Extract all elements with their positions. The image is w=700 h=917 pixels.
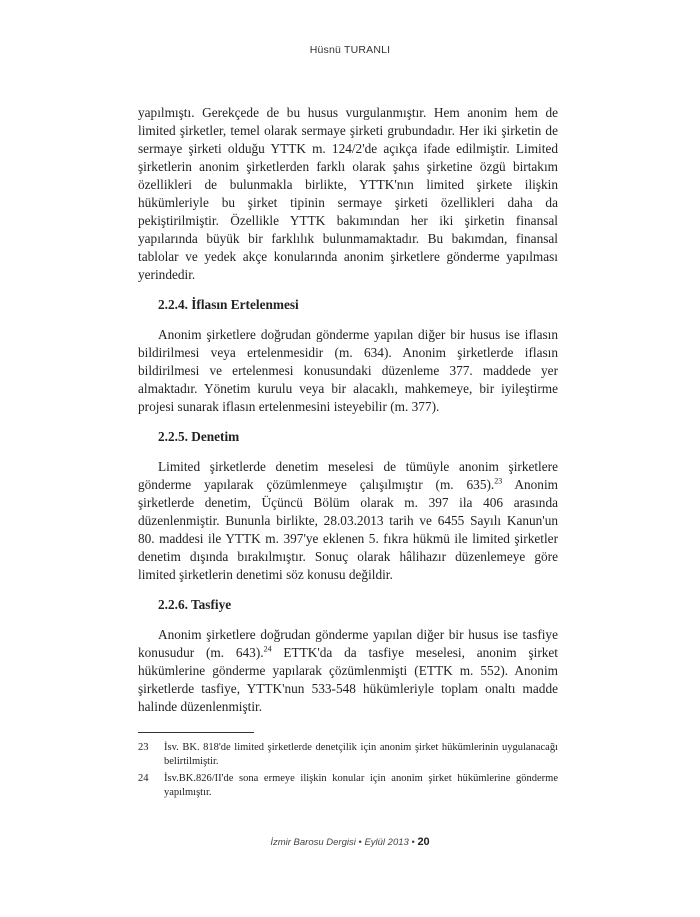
paragraph-denetim: [138, 458, 558, 584]
footnote-ref-23[interactable]: 23: [494, 476, 503, 486]
footnote-number: 23: [138, 742, 149, 753]
footnote-divider: [138, 732, 254, 733]
footnote-23: [138, 741, 558, 769]
section-heading-2-2-5: 2.2.5. Denetim: [158, 429, 240, 444]
paragraph-tasfiye-part1: Anonim şirketlere doğrudan gönderme yapılan diğer bir husus ise tasfiye konusudur (m. 643).: [138, 627, 558, 660]
paragraph-tasfiye-part2: ETTK'da da tasfiye meselesi, anonim şirket hükümlerine gönderme yapılarak çözümlenmişti (ETTK m. 552). Anonim şirketlerde tasfiye, YTTK'nun 533-548 hükümleriyle toplam onaltı madde halinde düzenlenmiştir.: [138, 645, 558, 714]
footnote-ref-24[interactable]: 24: [263, 644, 272, 654]
footer-separator: •: [411, 837, 415, 848]
footnote-text: İsv.BK.826/II'de sona ermeye ilişkin konular için anonim şirket hükümlerine gönderme yapılmıştır.: [164, 773, 558, 798]
body-text: [138, 104, 558, 716]
journal-name: İzmir Barosu Dergisi: [270, 837, 356, 848]
footnote-number: 24: [138, 773, 149, 784]
paragraph-denetim-part1: Limited şirketlerde denetim meselesi de tümüyle anonim şirketlere gönderme yapılarak çözümlenmeye çalışılmıştır (m. 635).: [138, 459, 558, 492]
footer-separator: •: [358, 837, 362, 848]
page-number: 20: [417, 836, 430, 848]
paragraph-denetim-part2: Anonim şirketlerde denetim, Üçüncü Bölüm olarak m. 397 ila 406 arasında düzenlenmiştir. Bununla birlikte, 28.03.2013 tarih ve 6455 Sayılı Kanun'un 80. maddesi ile YTTK m. 397'ye eklenen 5. fıkra hükmü ile limited şirketler denetim dışında bırakılmıştır. Sonuç olarak hâlihazır düzenlemeye göre limited şirketlerin denetimi söz konusu değildir.: [138, 477, 558, 582]
section-heading-2-2-6: 2.2.6. Tasfiye: [158, 597, 232, 612]
footnote-text: İsv. BK. 818'de limited şirketlerde denetçilik için anonim şirket hükümlerinin uygulanacağı belirtilmiştir.: [164, 742, 558, 767]
running-header: Hüsnü TURANLI: [309, 44, 391, 56]
page-footer: [0, 836, 700, 848]
paragraph-continuation: yapılmıştı. Gerekçede de bu husus vurgulanmıştır. Hem anonim hem de limited şirketler, temel olarak sermaye şirketi grubundadır. Her iki şirketin de sermaye şirketi olduğu YTTK m. 124/2'de açıkça ifade edilmiştir. Limited şirketlerin anonim şirketlerden farklı olarak şahıs şirketine özgü birtakım özellikleri de bulunmakla birlikte, YTTK'nın limited şirkete ilişkin hükümleriyle bu şirket tipinin sermaye şirketi özellikleri daha da pekiştirilmiştir. Özellikle YTTK bakımından her iki şirketin finansal yapılarında büyük bir farklılık bulunmamaktadır. Bu bakımdan, finansal tablolar ve yedek akçe konularında anonim şirketlere gönderme yapılması yerindedir.: [138, 105, 558, 282]
footnote-24: [138, 772, 558, 800]
issue-date: Eylül 2013: [364, 837, 409, 848]
paragraph-tasfiye: [138, 626, 558, 716]
section-heading-2-2-4: 2.2.4. İflasın Ertelenmesi: [158, 297, 299, 312]
footnotes: [138, 741, 558, 803]
paragraph-iflas: Anonim şirketlere doğrudan gönderme yapılan diğer bir husus ise iflasın bildirilmesi veya ertelenmesidir (m. 634). Anonim şirketlerde iflasın bildirilmesi ve ertelenmesi konusundaki düzenleme 377. maddede yer almaktadır. Yönetim kurulu veya bir alacaklı, mahkemeye, bir iyileştirme projesi sunarak iflasın ertelenmesini isteyebilir (m. 377).: [138, 327, 558, 414]
